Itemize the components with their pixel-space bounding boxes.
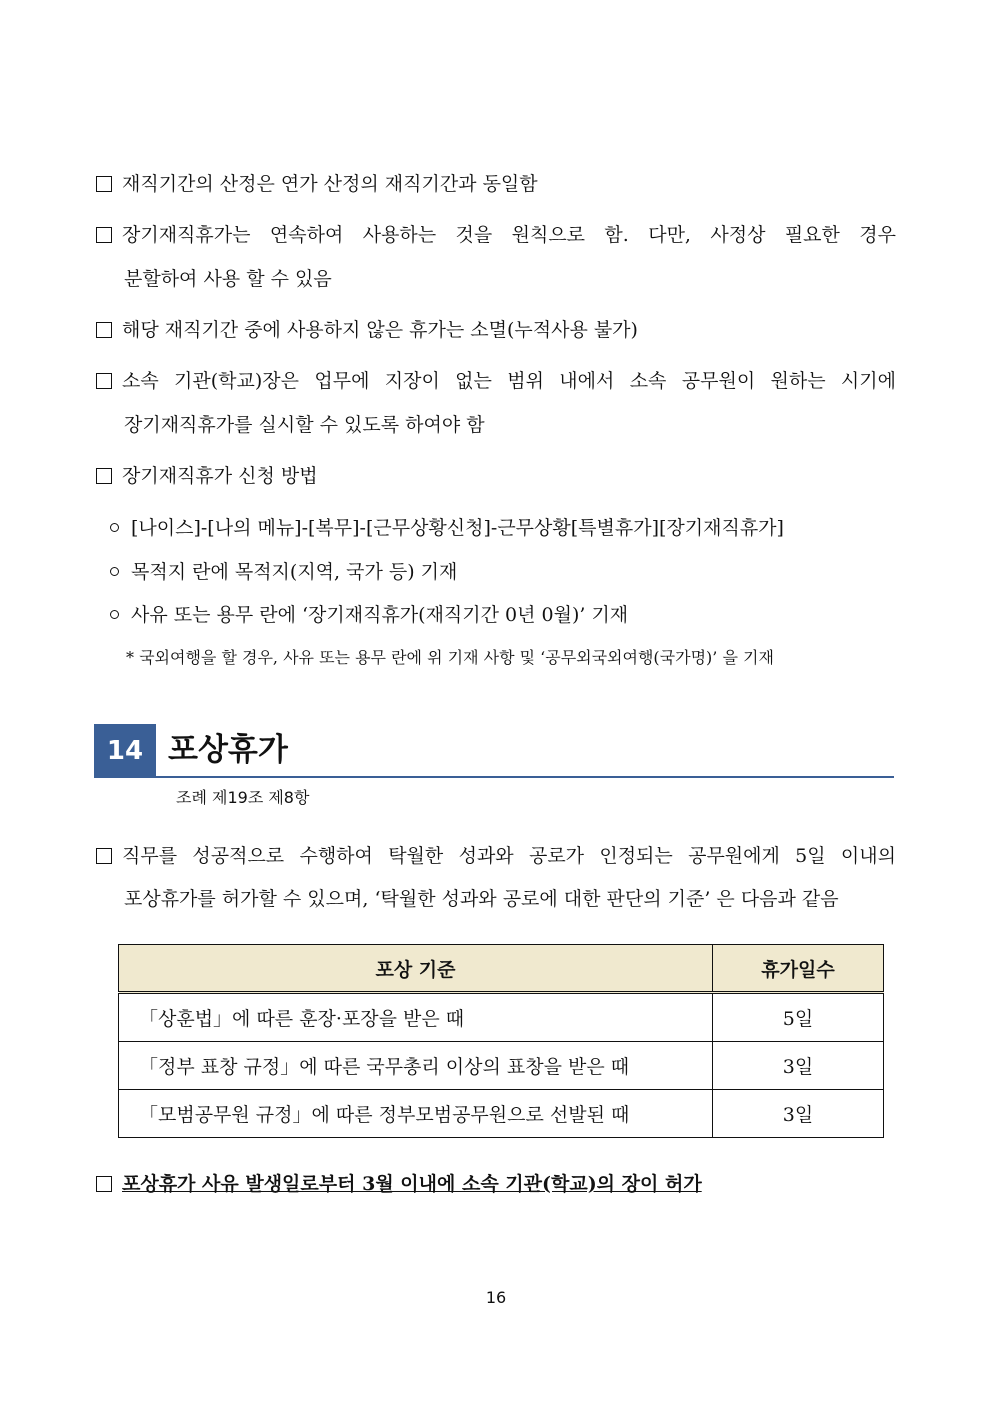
- table-cell-criterion: 「상훈법」에 따른 훈장·포장을 받은 때: [119, 993, 713, 1042]
- checkbox-square-icon: [96, 468, 112, 484]
- checkbox-square-icon: [96, 322, 112, 338]
- checkbox-square-icon: [96, 176, 112, 192]
- checklist-item-continuation: 분할하여 사용 할 수 있음: [124, 268, 332, 290]
- award-criteria-table: [118, 944, 884, 1138]
- checklist-item: 소속 기관(학교)장은 업무에 지장이 없는 범위 내에서 소속 공무원이 원하는 시기에: [96, 367, 896, 395]
- table-cell-days: 5일: [713, 993, 884, 1042]
- section-title: 포상휴가: [168, 732, 288, 768]
- table-cell-days: 3일: [713, 1042, 884, 1090]
- checklist-item: 장기재직휴가는 연속하여 사용하는 것을 원칙으로 함. 다만, 사정상 필요한 경우: [96, 221, 896, 249]
- legal-reference: 조례 제19조 제8항: [176, 788, 310, 807]
- checklist-item: 직무를 성공적으로 수행하여 탁월한 성과와 공로가 인정되는 공무원에게 5일 이내의: [96, 842, 896, 870]
- checklist-item: 장기재직휴가 신청 방법: [96, 462, 318, 490]
- bullet-circle-icon: [110, 567, 119, 576]
- checklist-item: 해당 재직기간 중에 사용하지 않은 휴가는 소멸(누적사용 불가): [96, 316, 638, 344]
- sub-item: 목적지 란에 목적지(지역, 국가 등) 기재: [110, 558, 457, 586]
- checkbox-square-icon: [96, 373, 112, 389]
- table-header: 포상 기준: [119, 945, 713, 993]
- checklist-item: 재직기간의 산정은 연가 산정의 재직기간과 동일함: [96, 170, 538, 198]
- checklist-item-final: 포상휴가 사유 발생일로부터 3월 이내에 소속 기관(학교)의 장이 허가: [96, 1170, 702, 1198]
- checkbox-square-icon: [96, 848, 112, 864]
- table-header-row: [119, 945, 884, 993]
- page-number: 16: [485, 1288, 507, 1307]
- section-divider: [94, 776, 894, 778]
- table-header: 휴가일수: [713, 945, 884, 993]
- sub-item: 사유 또는 용무 란에 ‘장기재직휴가(재직기간 0년 0월)’ 기재: [110, 601, 628, 629]
- sub-item: [나이스]-[나의 메뉴]-[복무]-[근무상황신청]-근무상황[특별휴가][장기재직휴가]: [110, 514, 784, 542]
- table-row: [119, 1090, 884, 1138]
- section-number: 14: [94, 724, 156, 778]
- table-cell-criterion: 「정부 표창 규정」에 따른 국무총리 이상의 표창을 받은 때: [119, 1042, 713, 1090]
- table-row: [119, 993, 884, 1042]
- checkbox-square-icon: [96, 227, 112, 243]
- table-row: [119, 1042, 884, 1090]
- table-cell-days: 3일: [713, 1090, 884, 1138]
- table-cell-criterion: 「모범공무원 규정」에 따른 정부모범공무원으로 선발된 때: [119, 1090, 713, 1138]
- checklist-item-continuation: 장기재직휴가를 실시할 수 있도록 하여야 함: [124, 414, 485, 436]
- checkbox-square-icon: [96, 1176, 112, 1192]
- bullet-circle-icon: [110, 523, 119, 532]
- bullet-circle-icon: [110, 610, 119, 619]
- note: * 국외여행을 할 경우, 사유 또는 용무 란에 위 기재 사항 및 ‘공무외국외여행(국가명)’ 을 기재: [126, 648, 774, 667]
- checklist-item-continuation: 포상휴가를 허가할 수 있으며, ‘탁월한 성과와 공로에 대한 판단의 기준’ 은 다음과 같음: [124, 888, 839, 910]
